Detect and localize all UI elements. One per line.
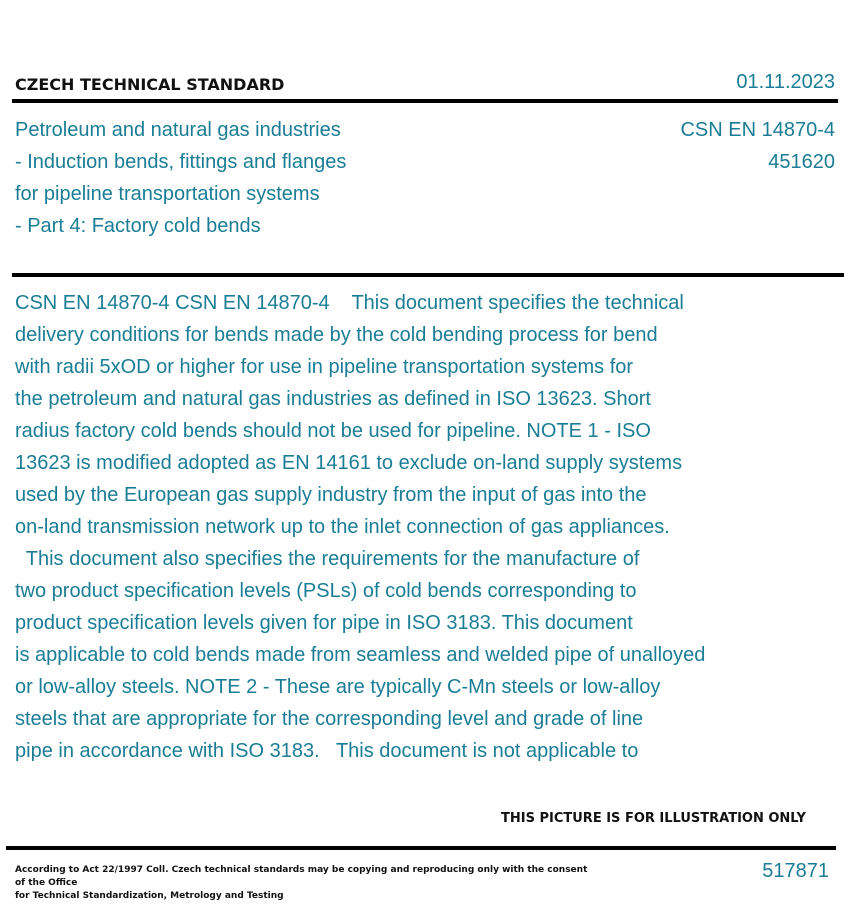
abstract-line: CSN EN 14870-4 CSN EN 14870-4 This document specifies the technical [15, 292, 684, 314]
class-number: 451620 [768, 151, 835, 173]
abstract-line: This document also specifies the requirements for the manufacture of [15, 548, 640, 570]
abstract-line: or low-alloy steels. NOTE 2 - These are typically C-Mn steels or low-alloy [15, 676, 661, 698]
abstract-line: on-land transmission network up to the inlet connection of gas appliances. [15, 516, 670, 538]
abstract-line: pipe in accordance with ISO 3183. This document is not applicable to [15, 740, 639, 762]
abstract-line: is applicable to cold bends made from seamless and welded pipe of unalloyed [15, 644, 706, 666]
standard-title [15, 114, 575, 242]
document-number: 517871 [762, 860, 829, 882]
header-label: CZECH TECHNICAL STANDARD [15, 75, 285, 94]
title-line: - Part 4: Factory cold bends [15, 215, 261, 237]
legal-line: According to Act 22/1997 Coll. Czech technical standards may be copying and reproducing only with the consent of the Office [15, 865, 588, 888]
abstract-line: radius factory cold bends should not be used for pipeline. NOTE 1 - ISO [15, 420, 651, 442]
header-date: 01.11.2023 [736, 71, 835, 93]
legal-line: for Technical Standardization, Metrology and Testing [15, 891, 284, 901]
abstract-text [15, 287, 765, 767]
identifier-block [680, 114, 835, 178]
footer-divider [6, 846, 836, 850]
abstract-line: the petroleum and natural gas industries as defined in ISO 13623. Short [15, 388, 651, 410]
abstract-line: used by the European gas supply industry from the input of gas into the [15, 484, 647, 506]
title-line: for pipeline transportation systems [15, 183, 320, 205]
abstract-line: steels that are appropriate for the corresponding level and grade of line [15, 708, 644, 730]
header-divider [12, 99, 838, 103]
title-line: Petroleum and natural gas industries [15, 119, 341, 141]
footer-legal-notice [15, 864, 595, 903]
abstract-line: delivery conditions for bends made by the cold bending process for bend [15, 324, 658, 346]
illustration-note: THIS PICTURE IS FOR ILLUSTRATION ONLY [501, 811, 806, 826]
standard-code: CSN EN 14870-4 [680, 119, 835, 141]
abstract-line: product specification levels given for pipe in ISO 3183. This document [15, 612, 633, 634]
abstract-line: two product specification levels (PSLs) of cold bends corresponding to [15, 580, 637, 602]
title-divider [12, 273, 844, 277]
title-line: - Induction bends, fittings and flanges [15, 151, 347, 173]
abstract-line: with radii 5xOD or higher for use in pipeline transportation systems for [15, 356, 634, 378]
abstract-line: 13623 is modified adopted as EN 14161 to exclude on-land supply systems [15, 452, 683, 474]
